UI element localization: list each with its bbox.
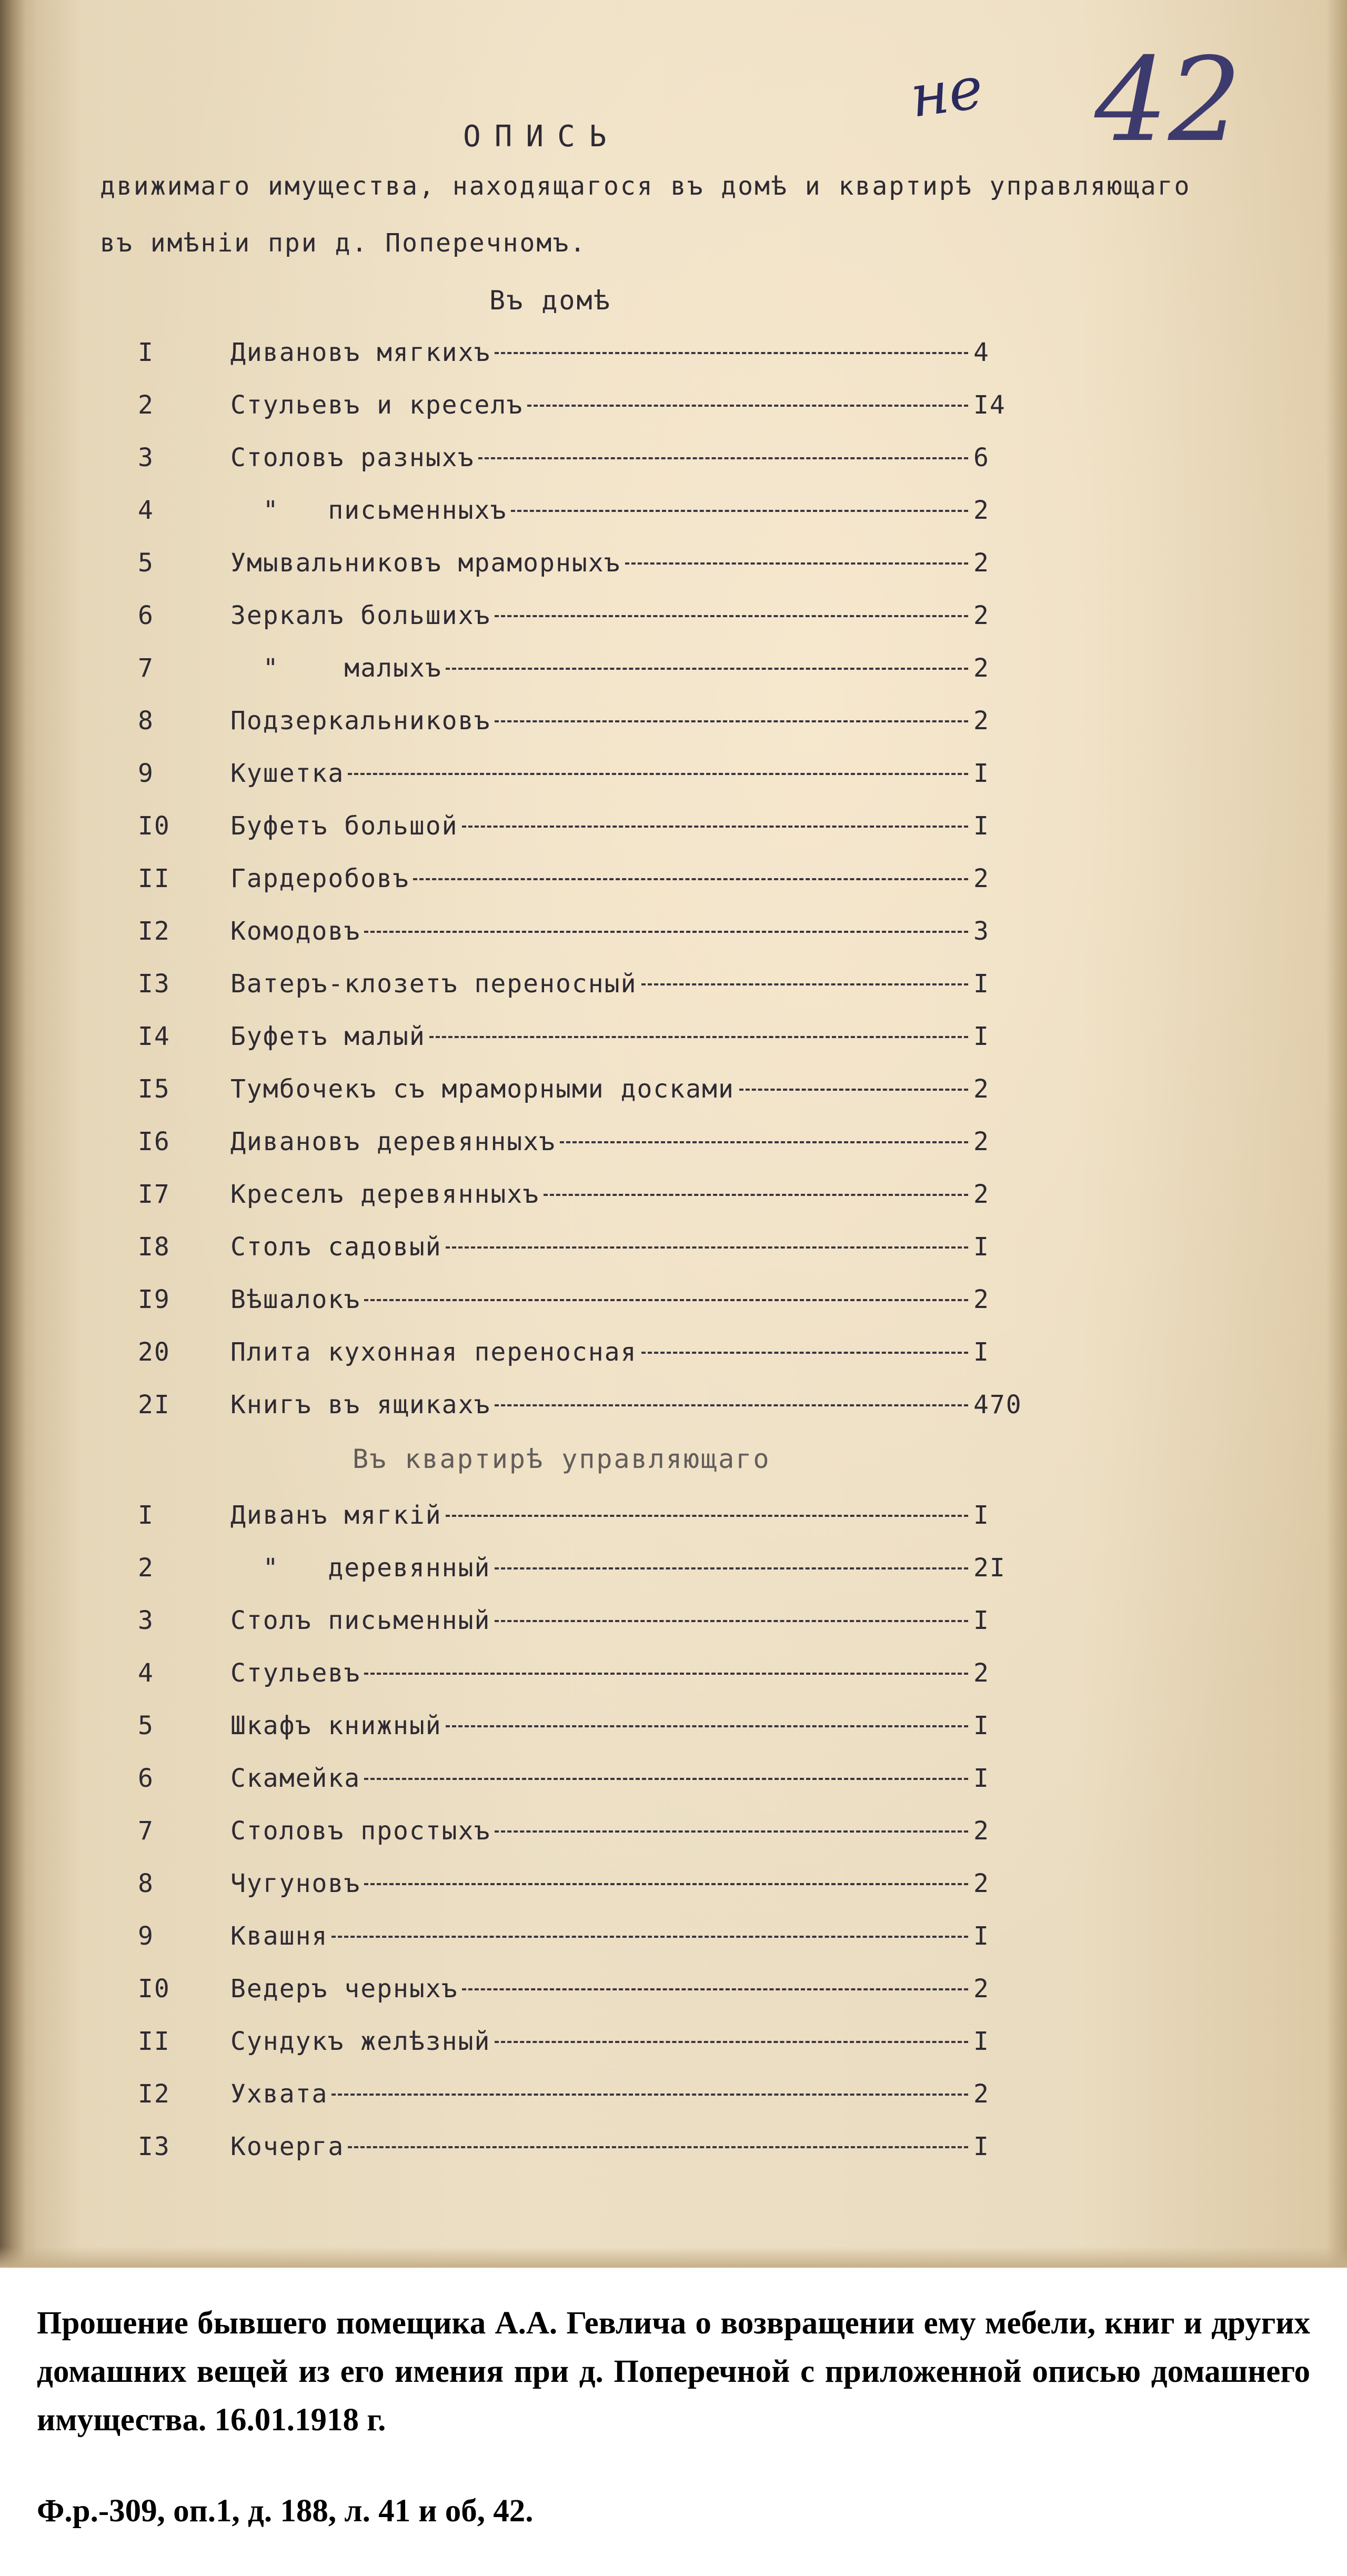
inventory-row: [0, 2131, 1105, 2162]
dash-leader: [560, 1141, 968, 1143]
inventory-row: [0, 1868, 1105, 1899]
item-name: Тумбочекъ съ мраморными досками: [230, 1074, 735, 1104]
dash-leader: [625, 562, 968, 565]
item-name: Скамейка: [230, 1764, 361, 1793]
item-name: Кушетка: [230, 759, 345, 788]
item-number: I0: [138, 811, 170, 841]
dash-leader: [495, 1830, 968, 1833]
item-number: I5: [138, 1074, 170, 1104]
dash-leader: [429, 1036, 968, 1038]
document-subtitle-line1: движимаго имущества, находящагося въ домѣ и квартирѣ управляющаго: [100, 172, 1191, 201]
item-name: Дивановъ деревянныхъ: [230, 1127, 556, 1156]
item-name: Чугуновъ: [230, 1869, 361, 1898]
dash-leader: [364, 1299, 968, 1301]
dash-leader: [446, 1515, 968, 1517]
dash-leader: [495, 1567, 968, 1569]
inventory-row: [0, 1336, 1105, 1368]
item-number: II: [138, 2027, 170, 2056]
dash-leader: [364, 1778, 968, 1780]
document-title: ОПИСЬ: [463, 119, 620, 154]
item-number: I9: [138, 1285, 170, 1314]
inventory-row: [0, 2078, 1105, 2110]
item-number: 8: [138, 706, 154, 736]
inventory-row: [0, 1126, 1105, 1158]
item-quantity: 6: [973, 443, 990, 472]
inventory-row: [0, 547, 1105, 579]
inventory-row: [0, 1815, 1105, 1847]
item-name: Книгъ въ ящикахъ: [230, 1390, 491, 1420]
item-name: Столовъ разныхъ: [230, 443, 475, 472]
dash-leader: [331, 1936, 968, 1938]
inventory-row: [0, 1021, 1105, 1052]
inventory-row: [0, 705, 1105, 737]
item-number: 3: [138, 1606, 154, 1635]
dash-leader: [641, 983, 968, 985]
item-quantity: I: [973, 1606, 990, 1635]
dash-leader: [739, 1089, 968, 1091]
inventory-row: [0, 1657, 1105, 1689]
dash-leader: [446, 668, 968, 670]
dash-leader: [641, 1352, 968, 1354]
item-quantity: I4: [973, 390, 1006, 420]
item-number: 6: [138, 601, 154, 630]
item-number: 2: [138, 390, 154, 420]
item-number: 5: [138, 1711, 154, 1740]
dash-leader: [495, 2041, 968, 2043]
inventory-row: [0, 1231, 1105, 1263]
item-name: Ухвата: [230, 2079, 328, 2109]
item-quantity: 2: [973, 1074, 990, 1104]
item-quantity: I: [973, 1764, 990, 1793]
dash-leader: [511, 510, 968, 512]
section-heading-apartment: Въ квартирѣ управляющаго: [353, 1444, 771, 1474]
item-quantity: 2: [973, 1127, 990, 1156]
item-quantity: 2: [973, 601, 990, 630]
item-number: I8: [138, 1232, 170, 1262]
item-number: 4: [138, 1658, 154, 1688]
item-number: 20: [138, 1337, 170, 1367]
item-name: Подзеркальниковъ: [230, 706, 491, 736]
inventory-row: [0, 915, 1105, 947]
item-quantity: I: [973, 1501, 990, 1530]
item-quantity: I: [973, 1232, 990, 1262]
item-quantity: 4: [973, 338, 990, 367]
item-name: Шкафъ книжный: [230, 1711, 442, 1740]
dash-leader: [544, 1194, 968, 1196]
inventory-row: [0, 863, 1105, 894]
archive-caption: Прошение бывшего помещика А.А. Гевлича о возвращении ему мебели, книг и других домашних вещей из его имения при д. Поперечной с приложенной описью домашнего имущества. 16.01.1918 г.: [37, 2306, 1310, 2438]
item-number: 7: [138, 653, 154, 683]
dash-leader: [446, 1246, 968, 1249]
inventory-row: [0, 1500, 1105, 1531]
inventory-row: [0, 1973, 1105, 2005]
item-number: I0: [138, 1974, 170, 2004]
item-name: Вѣшалокъ: [230, 1285, 361, 1314]
item-quantity: I: [973, 759, 990, 788]
item-quantity: 470: [973, 1390, 1022, 1420]
item-quantity: I: [973, 2027, 990, 2056]
item-quantity: 2: [973, 548, 990, 578]
item-number: I4: [138, 1022, 170, 1051]
page-edge-right: [1326, 0, 1347, 2268]
item-number: I7: [138, 1180, 170, 1209]
dash-leader: [495, 1620, 968, 1622]
item-name: Буфетъ малый: [230, 1022, 426, 1051]
item-name: Столъ садовый: [230, 1232, 442, 1262]
inventory-row: [0, 1920, 1105, 1952]
item-quantity: 2: [973, 653, 990, 683]
item-number: II: [138, 864, 170, 893]
inventory-row: [0, 1179, 1105, 1210]
item-quantity: 2: [973, 1180, 990, 1209]
item-name: Умывальниковъ мраморныхъ: [230, 548, 621, 578]
inventory-row: [0, 1552, 1105, 1584]
dash-leader: [348, 2146, 968, 2148]
item-number: I2: [138, 917, 170, 946]
item-name: Буфетъ большой: [230, 811, 458, 841]
dash-leader: [495, 720, 968, 722]
page-edge-bottom: [0, 2247, 1347, 2268]
item-name: Кочерга: [230, 2132, 345, 2161]
item-name: Сундукъ желѣзный: [230, 2027, 491, 2056]
inventory-row: [0, 652, 1105, 684]
item-number: 6: [138, 1764, 154, 1793]
item-name: Столъ письменный: [230, 1606, 491, 1635]
item-name: " письменныхъ: [230, 496, 507, 525]
item-quantity: I: [973, 2132, 990, 2161]
item-quantity: I: [973, 811, 990, 841]
inventory-row: [0, 810, 1105, 842]
item-quantity: 2: [973, 1869, 990, 1898]
item-quantity: I: [973, 1711, 990, 1740]
item-quantity: 3: [973, 917, 990, 946]
item-quantity: I: [973, 969, 990, 999]
handwritten-page-number: 42: [1094, 33, 1242, 167]
dash-leader: [364, 931, 968, 933]
item-number: 3: [138, 443, 154, 472]
item-quantity: 2: [973, 1285, 990, 1314]
item-number: I: [138, 1501, 154, 1530]
item-name: Креселъ деревянныхъ: [230, 1180, 540, 1209]
inventory-row: [0, 1763, 1105, 1794]
item-name: Гардеробовъ: [230, 864, 409, 893]
item-name: Дивановъ мягкихъ: [230, 338, 491, 367]
dash-leader: [495, 1404, 968, 1406]
item-number: I3: [138, 2132, 170, 2161]
section-heading-house: Въ домѣ: [489, 285, 611, 316]
item-name: Стульевъ: [230, 1658, 361, 1688]
item-quantity: 2: [973, 864, 990, 893]
dash-leader: [331, 2094, 968, 2096]
item-name: Диванъ мягкiй: [230, 1501, 442, 1530]
item-number: 4: [138, 496, 154, 525]
item-name: Ведеръ черныхъ: [230, 1974, 458, 2004]
inventory-row: [0, 389, 1105, 421]
item-number: 5: [138, 548, 154, 578]
item-number: 7: [138, 1816, 154, 1846]
item-name: " малыхъ: [230, 653, 442, 683]
item-quantity: 2: [973, 1658, 990, 1688]
item-name: " деревянный: [230, 1553, 491, 1583]
inventory-row: [0, 1284, 1105, 1315]
inventory-row: [0, 968, 1105, 1000]
dash-leader: [364, 1883, 968, 1885]
item-number: I6: [138, 1127, 170, 1156]
item-quantity: 2: [973, 496, 990, 525]
dash-leader: [527, 405, 968, 407]
inventory-row: [0, 442, 1105, 474]
item-name: Плита кухонная переносная: [230, 1337, 637, 1367]
document-subtitle-line2: въ имѣнiи при д. Поперечномъ.: [100, 228, 587, 258]
item-number: 9: [138, 759, 154, 788]
dash-leader: [348, 773, 968, 775]
dash-leader: [478, 457, 968, 459]
archive-reference: Ф.р.-309, оп.1, д. 188, л. 41 и об, 42.: [37, 2493, 534, 2529]
item-name: Ватеръ-клозетъ переносный: [230, 969, 637, 999]
inventory-row: [0, 758, 1105, 789]
item-name: Квашня: [230, 1921, 328, 1951]
item-quantity: 2: [973, 2079, 990, 2109]
dash-leader: [462, 826, 968, 828]
inventory-row: [0, 2026, 1105, 2057]
item-number: 9: [138, 1921, 154, 1951]
dash-leader: [462, 1988, 968, 1990]
inventory-row: [0, 600, 1105, 631]
inventory-row: [0, 1073, 1105, 1105]
inventory-row: [0, 1389, 1105, 1421]
item-number: 2: [138, 1553, 154, 1583]
item-quantity: I: [973, 1921, 990, 1951]
item-quantity: 2: [973, 1816, 990, 1846]
item-quantity: 2: [973, 1974, 990, 2004]
item-name: Зеркалъ большихъ: [230, 601, 491, 630]
item-name: Столовъ простыхъ: [230, 1816, 491, 1846]
item-name: Комодовъ: [230, 917, 361, 946]
item-quantity: 2I: [973, 1553, 1006, 1583]
inventory-row: [0, 495, 1105, 526]
item-number: I2: [138, 2079, 170, 2109]
item-quantity: 2: [973, 706, 990, 736]
item-quantity: I: [973, 1337, 990, 1367]
dash-leader: [413, 878, 968, 880]
item-number: 2I: [138, 1390, 170, 1420]
dash-leader: [446, 1725, 968, 1727]
dash-leader: [364, 1673, 968, 1675]
item-quantity: I: [973, 1022, 990, 1051]
dash-leader: [495, 615, 968, 617]
dash-leader: [495, 352, 968, 354]
item-number: I: [138, 338, 154, 367]
item-number: I3: [138, 969, 170, 999]
inventory-row: [0, 1605, 1105, 1636]
item-name: Стульевъ и креселъ: [230, 390, 524, 420]
inventory-row: [0, 337, 1105, 368]
item-number: 8: [138, 1869, 154, 1898]
handwritten-mark: не: [906, 54, 987, 130]
inventory-row: [0, 1710, 1105, 1742]
